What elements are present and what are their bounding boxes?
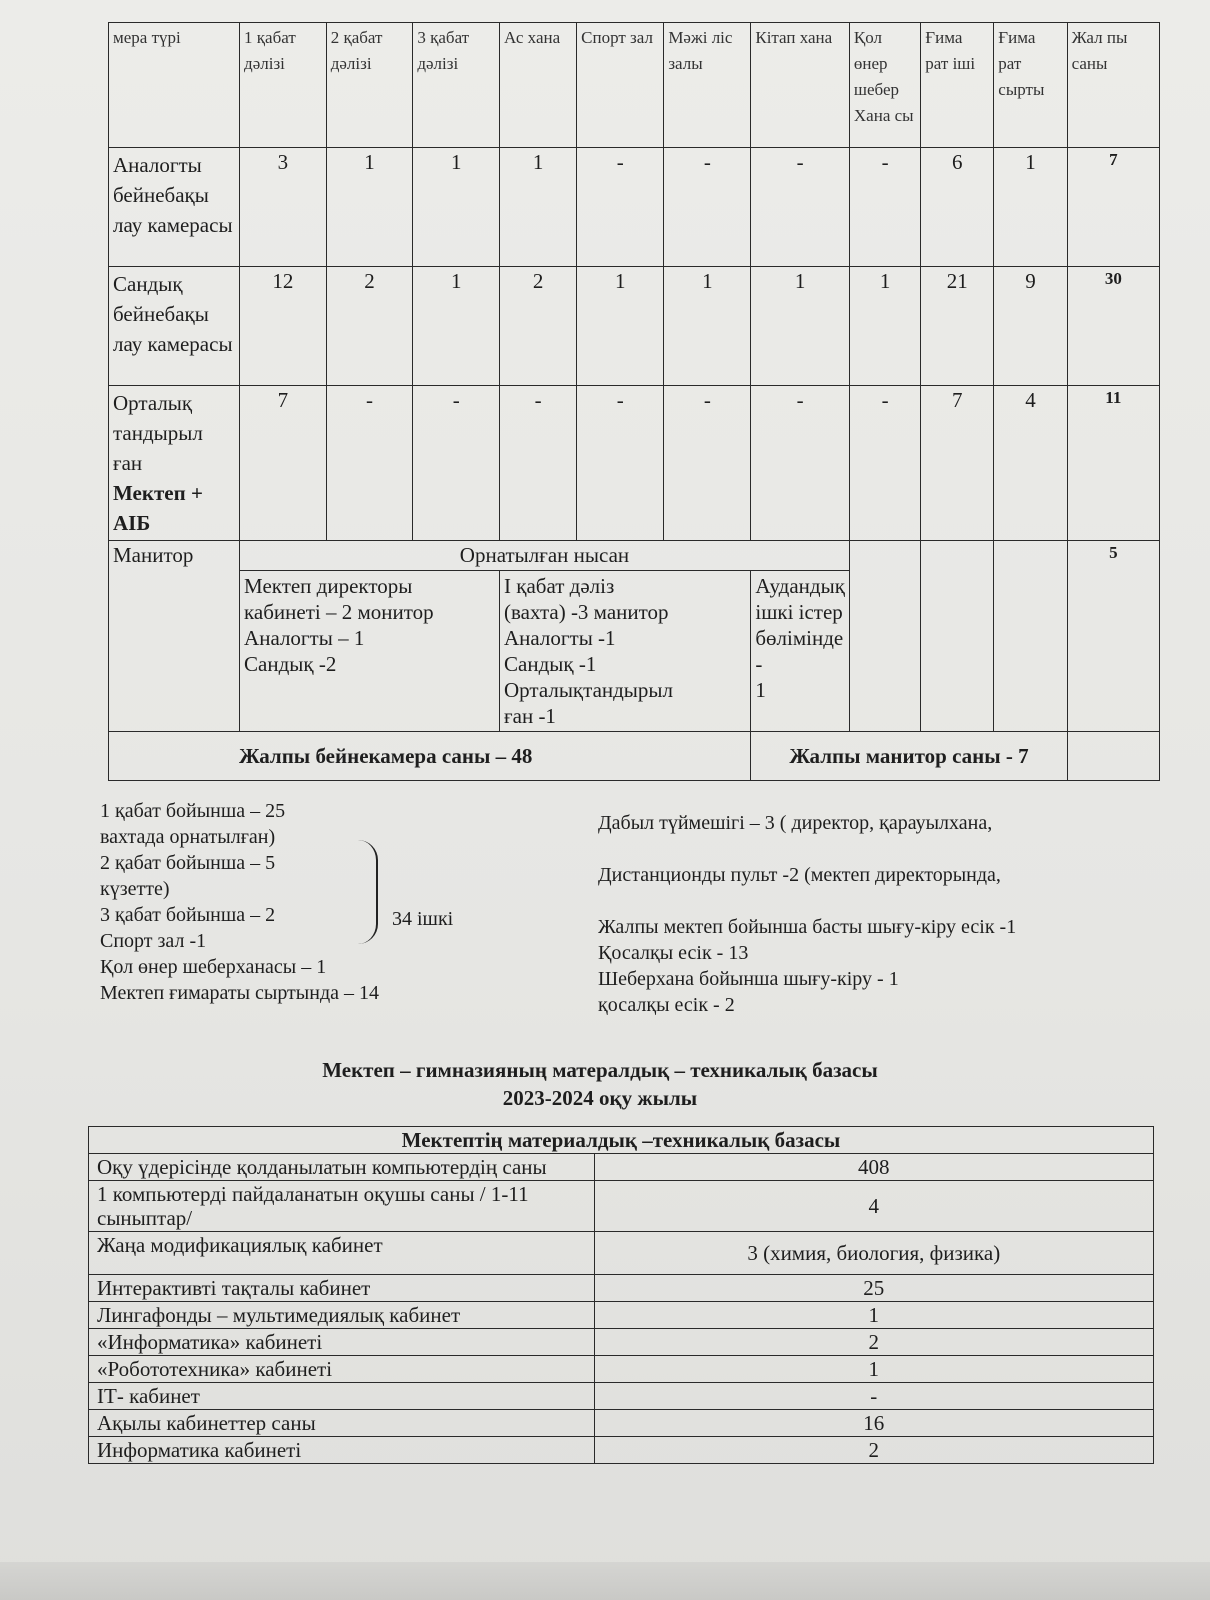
header-cell: Спорт зал [577, 23, 664, 148]
camera-table [108, 22, 1160, 781]
loc-line: ішкі істер [755, 600, 843, 624]
page-bottom-shadow [0, 1562, 1210, 1600]
table-row [109, 267, 1160, 386]
table-row [89, 1154, 1154, 1181]
row-label: ІТ- кабинет [89, 1383, 595, 1410]
header-cell: мера түрі [109, 23, 240, 148]
table-row [89, 1302, 1154, 1329]
total-cell: 11 [1067, 386, 1159, 541]
header-row [109, 23, 1160, 148]
row-value: 1 [594, 1302, 1153, 1329]
table-cell: 4 [994, 386, 1067, 541]
note-line: вахтада орнатылған) [100, 826, 276, 848]
table-row [89, 1232, 1154, 1275]
table-row [89, 1437, 1154, 1464]
row-label: «Робототехника» кабинеті [89, 1356, 595, 1383]
brace-total: 34 ішкі [392, 908, 454, 930]
total-cell: 7 [1067, 148, 1159, 267]
table-row [109, 148, 1160, 267]
notes-right [598, 810, 1158, 1018]
loc-line: Сандық -2 [244, 652, 337, 676]
note-line: Қосалқы есік - 13 [598, 942, 749, 964]
table-cell: - [500, 386, 577, 541]
header-cell: Жал пы саны [1067, 23, 1159, 148]
table-cell: 1 [500, 148, 577, 267]
loc-line: Аудандық [755, 574, 845, 598]
table-cell: 6 [921, 148, 994, 267]
caption-row [89, 1127, 1154, 1154]
monitor-total: 5 [1067, 541, 1159, 732]
table-caption: Мектептің материалдық –техникалық базасы [89, 1127, 1154, 1154]
row-label: 1 компьютерді пайдаланатын оқушы саны / 1-11 сыныптар/ [89, 1181, 595, 1232]
table-cell: 3 [240, 148, 327, 267]
table-cell: 1 [326, 148, 413, 267]
note-line: 3 қабат бойынша – 2 [100, 904, 276, 926]
empty-cell [921, 541, 994, 732]
row-value: 4 [594, 1181, 1153, 1232]
total-cell: 30 [1067, 267, 1159, 386]
loc-line: бөлімінде - [755, 626, 844, 676]
table-row [89, 1329, 1154, 1356]
table-cell: - [326, 386, 413, 541]
header-cell: Мәжі ліс залы [664, 23, 751, 148]
row-value: 3 (химия, биология, физика) [594, 1232, 1153, 1275]
table-row [89, 1356, 1154, 1383]
row-value: - [594, 1383, 1153, 1410]
total-monitors: Жалпы манитор саны - 7 [751, 732, 1067, 781]
note-line: Спорт зал -1 [100, 930, 207, 952]
table-cell: - [664, 386, 751, 541]
note-line: 2 қабат бойынша – 5 [100, 852, 276, 874]
header-cell: 3 қабат дәлізі [413, 23, 500, 148]
row-value: 408 [594, 1154, 1153, 1181]
table-row [89, 1383, 1154, 1410]
header-cell: Ғима рат іші [921, 23, 994, 148]
header-cell: Кітап хана [751, 23, 850, 148]
table-cell: 1 [751, 267, 850, 386]
notes-left [100, 798, 460, 1006]
loc-line: Орталықтандырыл [504, 678, 674, 702]
row-label: Сандық бейнебақы лау камерасы [109, 267, 240, 386]
row-value: 25 [594, 1275, 1153, 1302]
loc-line: Аналогты – 1 [244, 626, 365, 650]
note-line: Дистанционды пульт -2 (мектеп директорында, [598, 864, 1001, 886]
note-line: қосалқы есік - 2 [598, 994, 735, 1016]
table-cell: 21 [921, 267, 994, 386]
table-cell: - [664, 148, 751, 267]
header-cell: Ғима рат сырты [994, 23, 1067, 148]
table-row [109, 386, 1160, 541]
table-cell: 1 [849, 267, 920, 386]
monitor-label: Манитор [109, 541, 240, 732]
table-cell: - [577, 148, 664, 267]
note-spacer [598, 836, 1158, 862]
row-value: 16 [594, 1410, 1153, 1437]
note-line: күзетте) [100, 878, 170, 900]
table-cell: - [849, 386, 920, 541]
note-spacer [598, 888, 1158, 914]
table-cell: - [849, 148, 920, 267]
header-cell: Қол өнер шебер Хана сы [849, 23, 920, 148]
header-cell: 2 қабат дәлізі [326, 23, 413, 148]
header-cell: Ас хана [500, 23, 577, 148]
table-cell: 1 [664, 267, 751, 386]
table-cell: 9 [994, 267, 1067, 386]
loc-line: (вахта) -3 манитор [504, 600, 669, 624]
loc-line: Сандық -1 [504, 652, 597, 676]
installed-header: Орнатылған нысан [240, 541, 850, 571]
brace-icon [358, 840, 378, 944]
loc-line: І қабат дәліз [504, 574, 615, 598]
note-line: Мектеп ғимараты сыртында – 14 [100, 982, 379, 1004]
row-label-bold: Мектеп + АІБ [113, 481, 203, 535]
note-line: Дабыл түймешігі – 3 ( директор, қарауылхана, [598, 812, 993, 834]
row-label: «Информатика» кабинеті [89, 1329, 595, 1356]
location-district-police [751, 571, 850, 732]
total-cameras: Жалпы бейнекамера саны – 48 [109, 732, 751, 781]
row-label [109, 386, 240, 541]
table-cell: 7 [921, 386, 994, 541]
note-line: Жалпы мектеп бойынша басты шығу-кіру есік -1 [598, 916, 1017, 938]
table-cell: - [751, 148, 850, 267]
loc-line: Аналогты -1 [504, 626, 616, 650]
row-label: Информатика кабинеті [89, 1437, 595, 1464]
loc-line: ған -1 [504, 704, 556, 728]
loc-line: кабинеті – 2 монитор [244, 600, 434, 624]
table-cell: 1 [994, 148, 1067, 267]
table-row [89, 1410, 1154, 1437]
row-value: 2 [594, 1437, 1153, 1464]
row-label-text: Орталық тандырыл ған [113, 391, 203, 475]
table-cell: 12 [240, 267, 327, 386]
table-cell: 1 [413, 148, 500, 267]
location-director-office [240, 571, 500, 732]
empty-cell [849, 541, 920, 732]
row-value: 1 [594, 1356, 1153, 1383]
note-line: 1 қабат бойынша – 25 [100, 800, 286, 822]
header-cell: 1 қабат дәлізі [240, 23, 327, 148]
row-label: Ақылы кабинеттер саны [89, 1410, 595, 1437]
table-cell: 1 [577, 267, 664, 386]
table-cell: 2 [500, 267, 577, 386]
section-subtitle: 2023-2024 оқу жылы [502, 1086, 698, 1110]
row-label: Жаңа модификациялық кабинет [89, 1232, 595, 1275]
monitor-row [109, 541, 1160, 571]
table-cell: - [577, 386, 664, 541]
loc-line: 1 [755, 678, 766, 702]
row-label: Интерактивті тақталы кабинет [89, 1275, 595, 1302]
loc-line: Мектеп директоры [244, 574, 413, 598]
table-cell: - [751, 386, 850, 541]
table-cell: 7 [240, 386, 327, 541]
section-title: Мектеп – гимназияның матералдық – техникалық базасы [322, 1058, 878, 1082]
location-first-floor [500, 571, 751, 732]
table-cell: 1 [413, 267, 500, 386]
empty-cell [1067, 732, 1159, 781]
mtb-table [88, 1126, 1154, 1464]
table-cell: - [413, 386, 500, 541]
row-value: 2 [594, 1329, 1153, 1356]
note-line: Қол өнер шеберханасы – 1 [100, 956, 327, 978]
row-label: Лингафонды – мультимедиялық кабинет [89, 1302, 595, 1329]
table-row [89, 1181, 1154, 1232]
row-label: Оқу үдерісінде қолданылатын компьютердің саны [89, 1154, 595, 1181]
row-label: Аналогты бейнебақы лау камерасы [109, 148, 240, 267]
footer-row [109, 732, 1160, 781]
empty-cell [994, 541, 1067, 732]
table-cell: 2 [326, 267, 413, 386]
table-row [89, 1275, 1154, 1302]
note-line: Шеберхана бойынша шығу-кіру - 1 [598, 968, 899, 990]
